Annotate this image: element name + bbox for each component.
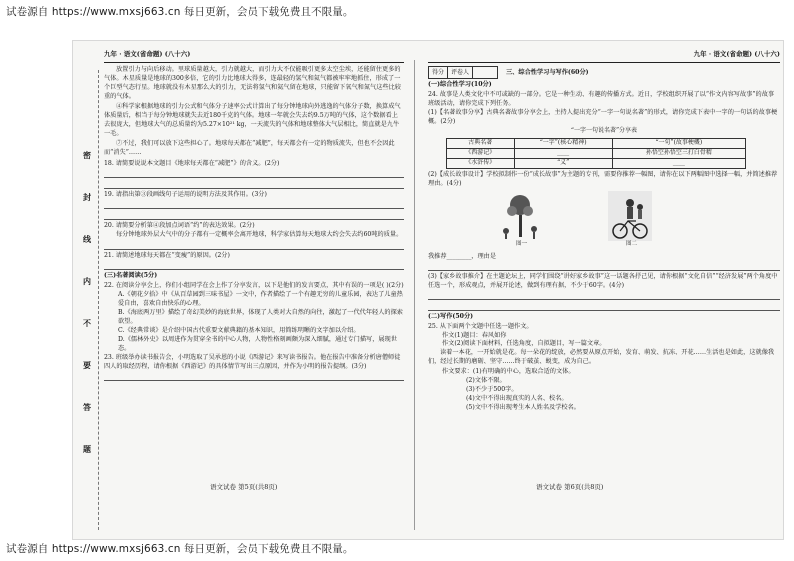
binding-char: 封	[83, 192, 91, 202]
question-24-3: (3)【家乡故事推介】在主题论坛上，同学们围绕“讲好家乡故事”这一话题各抒己见，请你根据“文化自信”“经济发展”两个角度中任选一个，形成观点，并展开论述，做到有理有据，不少于60字。(4分)	[428, 272, 778, 289]
question-20-quote: 每分钟地球外层大气中的分子都有一定概率会离开地球，科学家估算每天地球大约会失去约60吨的质量。	[116, 230, 403, 238]
question-24-2: (2)【成长故事设计】学校拟制作一份“成长故事”为主题的专刊，需要你推荐一幅图，请你在以下两幅图中选择一幅，并简述推荐理由。(4分)	[428, 170, 778, 187]
answer-line[interactable]	[428, 302, 780, 311]
option-d: D.《儒林外史》以周进作为贯穿全书的中心人物，人物性格刻画颇为深入细腻，通过专门描写，展现世态。	[118, 335, 397, 352]
answer-line[interactable]	[428, 291, 780, 300]
score-blank[interactable]	[473, 67, 497, 78]
answer-line[interactable]	[104, 200, 404, 209]
header-rule	[104, 62, 404, 63]
passage-paragraph: ⑦不过，我们可以放下这些担心了。地球每天都在“减肥”，每天都会有一定的物质流失，但也不会因此而“消失”……	[104, 139, 395, 156]
table-cell: 《水浒传》	[447, 158, 515, 168]
left-footer: 语文试卷 第5页(共8页)	[210, 483, 278, 491]
section-title: 三、综合性学习与写作(60分)	[506, 68, 589, 76]
table-cell: 孙悟空孙悟空三打白骨精	[612, 148, 745, 158]
question-18: 18. 请简要说说本文题目《地球每天都在“减肥”》的含义。(2分)	[104, 159, 280, 167]
binding-margin	[80, 150, 94, 470]
question-25: 25. 从下面两个文题中任选一题作文。	[428, 322, 533, 330]
binding-char: 答	[83, 402, 91, 412]
section-title: (三)名著阅读(5分)	[104, 271, 158, 279]
bicycle-illustration	[608, 191, 652, 241]
answer-line[interactable]	[104, 169, 404, 178]
requirement: (3)不少于500字。	[466, 386, 518, 394]
binding-dashed-line	[98, 70, 99, 530]
requirement: 作文要求：(1)有明确的中心，选取合适的文体。	[442, 368, 575, 376]
question-24: 24. 故事是人类文化中不可或缺的一部分。它是一种生动、有趣的传播方式。近日，学校组织开展了以“作文内容写故事”的故事班级活动，请你完成下列任务。	[428, 90, 775, 107]
score-box	[428, 66, 498, 79]
answer-line[interactable]	[104, 241, 404, 250]
answer-line[interactable]	[104, 261, 404, 270]
requirement: (2)文体不限。	[466, 377, 506, 385]
binding-char: 题	[83, 444, 91, 454]
table-cell: “义”	[514, 158, 612, 168]
picture-caption: 图一	[516, 240, 528, 247]
picture-row	[428, 191, 780, 251]
right-footer: 语文试卷 第6页(共8页)	[536, 483, 604, 491]
option-c: C.《经典常谈》是介绍中国古代重要文献典籍的基本知识，用简练明晰的文字加以介绍。	[118, 326, 360, 334]
left-header-title: 九年 · 语文(省命题) (八十六)	[104, 50, 191, 58]
essay-material: 读着一本花，一开始就是花。每一朵花的绽放，必然要从原点开始，发育、萌发、抗冻、开花……生活也是如此，这就像我们，经过长期的磨砺、坚守……终于破茧、蜕变，成为自己。	[428, 349, 775, 366]
option-a: A.《朝花夕拾》中《从百草园到三味书屋》一文中，作者描绘了一个有趣无穷的儿童乐园，表达了儿童热爱自由，喜欢自由快乐的心理。	[118, 290, 403, 307]
recommend-prompt: 我推荐________，理由是	[428, 252, 497, 260]
table-title: “一字一句说名著”分享表	[570, 126, 638, 134]
grader-label: 评卷人	[448, 67, 473, 78]
essay-option-1: 作文(1)题目：春风如你	[442, 331, 507, 339]
question-20: 20. 请简要分析第④段加点词语“约”的表达效果。(2分)	[104, 221, 255, 229]
table-cell: 《西游记》	[447, 148, 515, 158]
score-label: 得分	[429, 67, 448, 78]
binding-char: 内	[83, 276, 91, 286]
binding-char: 线	[83, 234, 91, 244]
picture-caption: 图二	[626, 240, 638, 247]
answer-line[interactable]	[104, 211, 404, 220]
table-header-cell: 古典名著	[447, 138, 515, 148]
right-page	[428, 50, 780, 413]
binding-char: 要	[83, 360, 91, 370]
essay-option-2: 作文(2)阅读下面材料，任选角度，自拟题目，写一篇文章。	[442, 340, 606, 348]
binding-char: 密	[83, 150, 91, 160]
question-22: 22. 在阅读分享会上，你们小组同学在会上作了分享发言，以下是他们的发言要点，其中有误的一项是( )(2分)	[104, 281, 404, 289]
table-cell-blank[interactable]: ____	[514, 148, 612, 158]
passage-paragraph: ④科学家根据地球的引力公式和气体分子速率公式计算出了每分钟地球向外逃逸的气体分子数，换算成气体质量后，相当于每分钟地球就失去近180千克的气体。地球一年就会失去约9.5万吨的气体，这个数据看上去很庞大，但地球大气的总质量约为5.27×10²¹ kg，一天流失的气体和地球整体大气层相比，简直就是九牛一毛。	[104, 102, 401, 137]
tree-illustration	[498, 191, 542, 241]
answer-line[interactable]	[428, 262, 780, 271]
header-rule	[428, 62, 780, 63]
question-19: 19. 请指出第③段画线句子运用的说明方法及其作用。(3分)	[104, 190, 267, 198]
watermark-top: 试卷源自 https://www.mxsj663.cn 每日更新，会员下载免费且不限量。	[6, 6, 354, 18]
right-header	[428, 50, 780, 60]
question-24-1: (1)【名著故事分享】古典名著故事分享会上，主持人提出充分“一字一句说名著”的形式，请你完成下表中一字的一句话的故事梗概。(2分)	[428, 108, 778, 125]
subsection-title: (一)综合性学习(10分)	[428, 81, 492, 88]
passage-paragraph: 放置引力与向后移动。里球质量越大，引力就越大，而引力大不仅能吸引更多太空尘埃，还能留住更多的气体。木星质量是地球的300多倍，它的引力比地球大得多，连最轻的氢气和氦气都被牢牢地抓住，形成了一个巨型气态行星。地球就没有木星那么大的引力，无法将氢气和氦气留在地球，只能留下氧气和氮气这些比较重的气体。	[104, 66, 401, 100]
question-21: 21. 请简述地球每天都在“变瘦”的原因。(2分)	[104, 251, 230, 259]
question-23: 23. 班级举办读书报告会，小明选取了吴承恩的小说《西游记》来写读书报告。他在报告中准备分析唐僧师徒四人的取经历程，请你根据《西游记》的具体情节写出三点原因，并作为小明的报告提纲。(3分)	[104, 353, 401, 370]
requirement: (4)文中不得出现真实的人名、校名。	[466, 395, 568, 403]
answer-line[interactable]	[104, 372, 404, 381]
right-header-title: 九年 · 语文(省命题) (八十六)	[693, 50, 780, 58]
table-cell-blank[interactable]: ____	[612, 158, 745, 168]
answer-line[interactable]	[104, 180, 404, 189]
page-divider	[414, 60, 415, 530]
watermark-bottom: 试卷源自 https://www.mxsj663.cn 每日更新，会员下载免费且不限量。	[6, 543, 354, 555]
subsection-title: (二)写作(50分)	[428, 312, 474, 320]
binding-char: 不	[83, 318, 91, 328]
requirement: (5)文中不得出现考生本人姓名及学校名。	[466, 404, 580, 412]
table-header-cell: “一字”(核心精神)	[514, 138, 612, 148]
book-share-table	[446, 138, 746, 169]
table-header-cell: “一句”(故事梗概)	[612, 138, 745, 148]
left-header	[104, 50, 404, 60]
option-b: B.《海底两万里》描绘了奇幻美妙的海底世界，体现了人类对大自然的向往，激起了一代代年轻人的探索欲望。	[118, 308, 403, 325]
left-page	[104, 50, 404, 383]
